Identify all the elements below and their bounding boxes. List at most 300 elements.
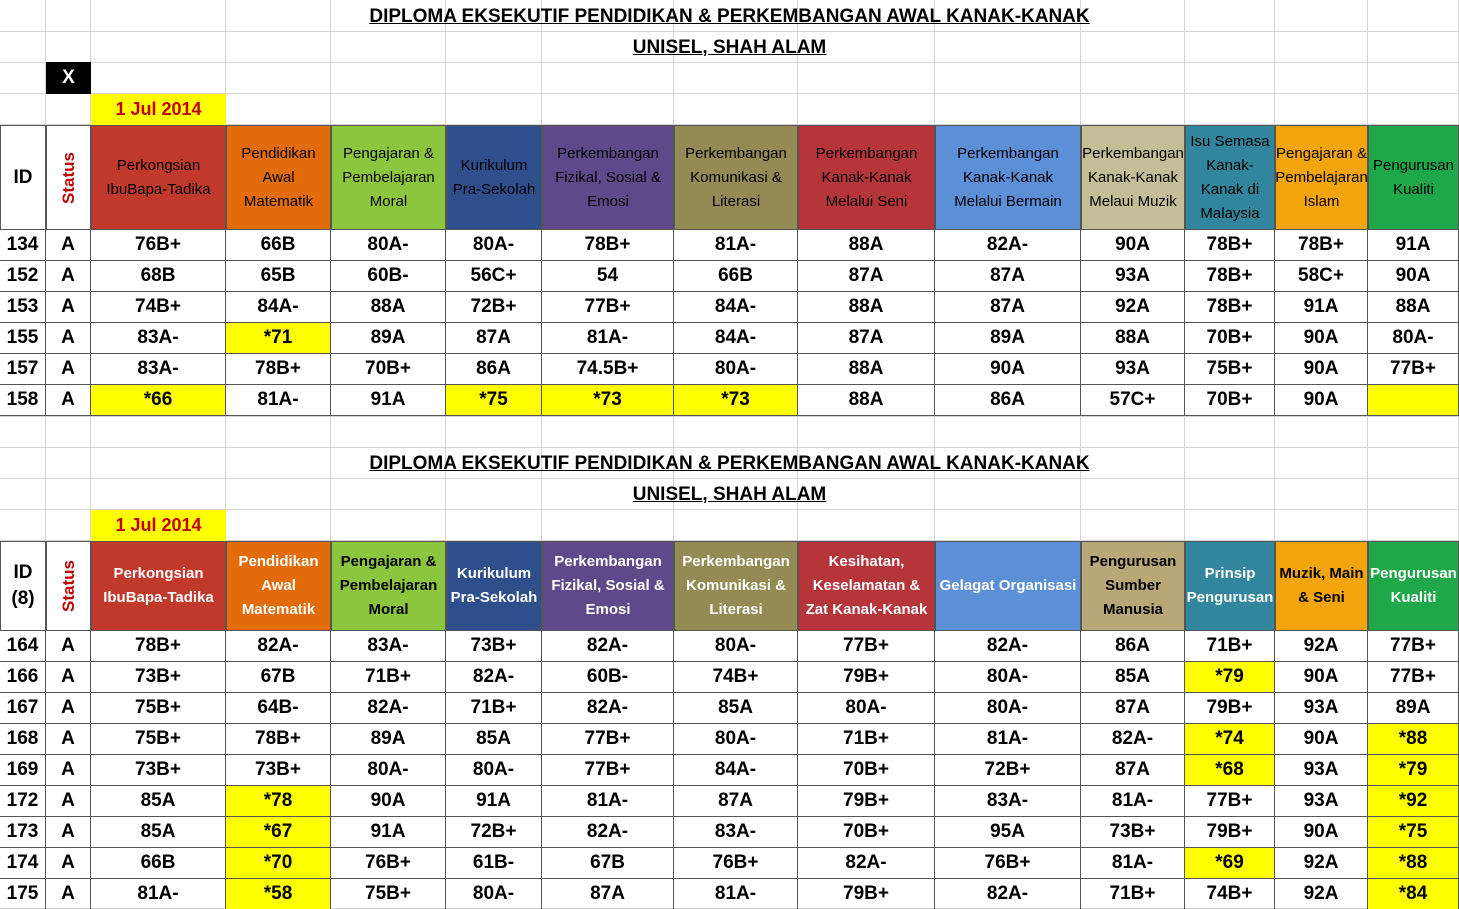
table2-row-4-grade-8: 87A (1081, 755, 1185, 786)
table1-row-3-grade-10: 90A (1275, 323, 1368, 354)
table2-row-7-grade-8: 81A- (1081, 848, 1185, 879)
table2-header-1: Pendidikan Awal Matematik (226, 541, 331, 631)
table1-row-4-grade-3: 86A (446, 354, 542, 385)
table1-id-header: ID (0, 125, 46, 230)
table2-row-6-grade-7: 95A (935, 817, 1081, 848)
table1-row-3-grade-11: 80A- (1368, 323, 1459, 354)
table2-row-2-grade-7: 80A- (935, 693, 1081, 724)
table2-row-3-grade-7: 81A- (935, 724, 1081, 755)
grid-cell[interactable] (331, 417, 446, 448)
table1-row-3-grade-6: 87A (798, 323, 935, 354)
table1-header-9: Isu Semasa Kanak-Kanak di Malaysia (1185, 125, 1275, 230)
grid-cell[interactable] (1081, 94, 1185, 125)
table1-row-2-grade-5: 84A- (674, 292, 798, 323)
grid-cell[interactable] (0, 32, 46, 63)
table1-row-2-grade-11: 88A (1368, 292, 1459, 323)
grid-cell[interactable] (46, 32, 91, 63)
table1-row-0-status: A (46, 230, 91, 261)
table2-row-5-grade-0: 85A (91, 786, 226, 817)
table2-header-10: Muzik, Main & Seni (1275, 541, 1368, 631)
grid-cell[interactable] (0, 510, 46, 541)
table2-row-1-status: A (46, 662, 91, 693)
table2-row-7-grade-2: 76B+ (331, 848, 446, 879)
table2-row-5-status: A (46, 786, 91, 817)
table2-row-2-grade-11: 89A (1368, 693, 1459, 724)
grid-cell[interactable] (1275, 510, 1368, 541)
grid-cell[interactable] (226, 510, 331, 541)
table1-row-3-grade-4: 81A- (542, 323, 674, 354)
grid-cell[interactable] (935, 417, 1081, 448)
grid-cell[interactable] (935, 94, 1081, 125)
table2-header-2: Pengajaran & Pembelajaran Moral (331, 541, 446, 631)
table2-status-header (46, 541, 91, 631)
table1-row-0-grade-5: 81A- (674, 230, 798, 261)
grid-cell[interactable] (1275, 63, 1368, 94)
table1-row-4-grade-6: 88A (798, 354, 935, 385)
table2-row-3-grade-0: 75B+ (91, 724, 226, 755)
grid-cell[interactable] (1368, 0, 1459, 32)
table2-row-8-grade-10: 92A (1275, 879, 1368, 909)
table1-row-1-grade-0: 68B (91, 261, 226, 292)
grid-cell[interactable] (1368, 448, 1459, 479)
table2-row-6-grade-10: 90A (1275, 817, 1368, 848)
table1-row-0-grade-1: 66B (226, 230, 331, 261)
table1-row-0-grade-9: 78B+ (1185, 230, 1275, 261)
table2-id-header: ID (8) (0, 541, 46, 631)
table2-row-7-grade-4: 67B (542, 848, 674, 879)
table2-header-8: Pengurusan Sumber Manusia (1081, 541, 1185, 631)
table2-row-3-grade-4: 77B+ (542, 724, 674, 755)
table1-header-6: Perkembangan Kanak-Kanak Melalui Seni (798, 125, 935, 230)
table2-row-4-grade-0: 73B+ (91, 755, 226, 786)
table2-row-6-id: 173 (0, 817, 46, 848)
table2-row-5-id: 172 (0, 786, 46, 817)
table2-title-line2: UNISEL, SHAH ALAM (632, 483, 827, 505)
table2-row-1-grade-5: 74B+ (674, 662, 798, 693)
table1-row-3-grade-7: 89A (935, 323, 1081, 354)
table2-header-3: Kurikulum Pra-Sekolah (446, 541, 542, 631)
table1-row-2-grade-9: 78B+ (1185, 292, 1275, 323)
table1-row-4-grade-0: 83A- (91, 354, 226, 385)
table2-row-7-grade-11: *88 (1368, 848, 1459, 879)
table1-row-0-grade-10: 78B+ (1275, 230, 1368, 261)
table2-row-2-grade-9: 79B+ (1185, 693, 1275, 724)
table1-header-8: Perkembangan Kanak-Kanak Melaui Muzik (1081, 125, 1185, 230)
grid-cell[interactable] (1368, 510, 1459, 541)
table2-row-4-grade-3: 80A- (446, 755, 542, 786)
table1-row-1-grade-6: 87A (798, 261, 935, 292)
table1-row-5-grade-11 (1368, 385, 1459, 416)
table2-header-11: Pengurusan Kualiti (1368, 541, 1459, 631)
grid-cell[interactable] (91, 63, 226, 94)
table1-row-2-grade-4: 77B+ (542, 292, 674, 323)
table2-row-0-status: A (46, 631, 91, 662)
table2-row-4-grade-11: *79 (1368, 755, 1459, 786)
table2-row-2-grade-3: 71B+ (446, 693, 542, 724)
table1-row-0-grade-7: 82A- (935, 230, 1081, 261)
grid-cell[interactable] (46, 0, 91, 32)
table2-row-5-grade-6: 79B+ (798, 786, 935, 817)
table2-row-4-grade-9: *68 (1185, 755, 1275, 786)
table1-header-5: Perkembangan Komunikasi & Literasi (674, 125, 798, 230)
table2-row-5-grade-4: 81A- (542, 786, 674, 817)
table1-status-header (46, 125, 91, 230)
table2-row-0-grade-4: 82A- (542, 631, 674, 662)
table1-row-4-grade-5: 80A- (674, 354, 798, 385)
table1-row-5-grade-9: 70B+ (1185, 385, 1275, 416)
table1-row-3-grade-1: *71 (226, 323, 331, 354)
table2-row-5-grade-7: 83A- (935, 786, 1081, 817)
table2-row-8-grade-0: 81A- (91, 879, 226, 909)
table2-row-4-grade-5: 84A- (674, 755, 798, 786)
table2-row-2-id: 167 (0, 693, 46, 724)
grid-cell[interactable] (46, 510, 91, 541)
table1-header-2: Pengajaran & Pembelajaran Moral (331, 125, 446, 230)
table2-row-2-grade-5: 85A (674, 693, 798, 724)
grid-cell[interactable] (935, 63, 1081, 94)
table2-row-5-grade-11: *92 (1368, 786, 1459, 817)
grid-cell[interactable] (0, 417, 46, 448)
grid-cell[interactable] (1368, 479, 1459, 510)
table2-row-7-grade-9: *69 (1185, 848, 1275, 879)
table2-row-3-grade-5: 80A- (674, 724, 798, 755)
table2-row-5-grade-9: 77B+ (1185, 786, 1275, 817)
grid-cell[interactable] (935, 510, 1081, 541)
table2-row-8-grade-7: 82A- (935, 879, 1081, 909)
table2-row-3-grade-3: 85A (446, 724, 542, 755)
table2-row-2-grade-8: 87A (1081, 693, 1185, 724)
table2-row-2-grade-4: 82A- (542, 693, 674, 724)
grid-cell[interactable] (542, 510, 674, 541)
table2-row-3-grade-6: 71B+ (798, 724, 935, 755)
grid-cell[interactable] (226, 417, 331, 448)
table2-header-5: Perkembangan Komunikasi & Literasi (674, 541, 798, 631)
table1-row-5-grade-1: 81A- (226, 385, 331, 416)
table1-row-3-grade-0: 83A- (91, 323, 226, 354)
table1-header-3: Kurikulum Pra-Sekolah (446, 125, 542, 230)
grid-cell[interactable] (674, 94, 798, 125)
grid-cell[interactable] (331, 94, 446, 125)
table1-row-4-grade-9: 75B+ (1185, 354, 1275, 385)
table2-row-0-grade-2: 83A- (331, 631, 446, 662)
table1-row-5-grade-2: 91A (331, 385, 446, 416)
table2-row-5-grade-3: 91A (446, 786, 542, 817)
table1-row-5-grade-0: *66 (91, 385, 226, 416)
grid-cell[interactable] (1368, 94, 1459, 125)
table2-row-1-grade-9: *79 (1185, 662, 1275, 693)
table1-header-4: Perkembangan Fizikal, Sosial & Emosi (542, 125, 674, 230)
table2-row-8-grade-2: 75B+ (331, 879, 446, 909)
table2-row-1-grade-8: 85A (1081, 662, 1185, 693)
table1-row-2-grade-7: 87A (935, 292, 1081, 323)
table1-row-0-grade-6: 88A (798, 230, 935, 261)
table1-row-3-grade-3: 87A (446, 323, 542, 354)
table1-row-0-grade-11: 91A (1368, 230, 1459, 261)
table1-header-7: Perkembangan Kanak-Kanak Melalui Bermain (935, 125, 1081, 230)
grid-cell[interactable] (46, 448, 91, 479)
table2-row-0-grade-6: 77B+ (798, 631, 935, 662)
table2-row-5-grade-8: 81A- (1081, 786, 1185, 817)
table2-header-6: Kesihatan, Keselamatan & Zat Kanak-Kanak (798, 541, 935, 631)
table1-row-5-grade-6: 88A (798, 385, 935, 416)
table1-title-line1: DIPLOMA EKSEKUTIF PENDIDIKAN & PERKEMBANGAN AWAL KANAK-KANAK (369, 5, 1090, 27)
table1-row-3-grade-9: 70B+ (1185, 323, 1275, 354)
table1-row-1-status: A (46, 261, 91, 292)
table2-row-0-grade-9: 71B+ (1185, 631, 1275, 662)
table1-header-11: Pengurusan Kualiti (1368, 125, 1459, 230)
table1-row-5-id: 158 (0, 385, 46, 416)
grid-cell[interactable] (674, 510, 798, 541)
table1-row-4-grade-4: 74.5B+ (542, 354, 674, 385)
grid-cell[interactable] (446, 94, 542, 125)
table2-row-3-grade-2: 89A (331, 724, 446, 755)
table2-row-0-grade-0: 78B+ (91, 631, 226, 662)
table2-row-8-grade-9: 74B+ (1185, 879, 1275, 909)
table2-row-3-grade-9: *74 (1185, 724, 1275, 755)
table2-row-8-grade-6: 79B+ (798, 879, 935, 909)
grid-cell[interactable] (674, 63, 798, 94)
table1-row-2-id: 153 (0, 292, 46, 323)
grid-cell[interactable] (1185, 510, 1275, 541)
table2-row-1-grade-3: 82A- (446, 662, 542, 693)
grid-cell[interactable] (331, 63, 446, 94)
grid-cell[interactable] (542, 417, 674, 448)
table2-row-7-grade-6: 82A- (798, 848, 935, 879)
table1-row-2-grade-1: 84A- (226, 292, 331, 323)
table2-row-3-grade-11: *88 (1368, 724, 1459, 755)
table1-row-5-grade-4: *73 (542, 385, 674, 416)
table1-row-4-grade-10: 90A (1275, 354, 1368, 385)
grid-cell[interactable] (1185, 63, 1275, 94)
table2-row-8-grade-5: 81A- (674, 879, 798, 909)
table2-row-4-grade-10: 93A (1275, 755, 1368, 786)
table1-header-10: Pengajaran & Pembelajaran Islam (1275, 125, 1368, 230)
grid-cell[interactable] (542, 94, 674, 125)
grid-cell[interactable] (1275, 417, 1368, 448)
grid-cell[interactable] (798, 94, 935, 125)
table2-row-7-grade-3: 61B- (446, 848, 542, 879)
table2-row-6-grade-9: 79B+ (1185, 817, 1275, 848)
table2-row-2-grade-2: 82A- (331, 693, 446, 724)
table1-row-5-grade-3: *75 (446, 385, 542, 416)
table1-row-1-grade-4: 54 (542, 261, 674, 292)
table2-row-6-grade-11: *75 (1368, 817, 1459, 848)
grid-cell[interactable] (1185, 94, 1275, 125)
table1-row-1-grade-1: 65B (226, 261, 331, 292)
table2-row-6-grade-1: *67 (226, 817, 331, 848)
table2-row-6-grade-5: 83A- (674, 817, 798, 848)
table2-row-7-status: A (46, 848, 91, 879)
table2-row-3-status: A (46, 724, 91, 755)
table1-row-1-grade-2: 60B- (331, 261, 446, 292)
table2-row-5-grade-10: 93A (1275, 786, 1368, 817)
table1-row-5-grade-10: 90A (1275, 385, 1368, 416)
table1-status-header-label: Status (58, 151, 78, 204)
grid-cell[interactable] (0, 479, 46, 510)
table1-row-0-grade-2: 80A- (331, 230, 446, 261)
table2-row-5-grade-5: 87A (674, 786, 798, 817)
grid-cell[interactable] (331, 510, 446, 541)
table1-row-3-grade-8: 88A (1081, 323, 1185, 354)
table1-row-3-status: A (46, 323, 91, 354)
table2-row-0-grade-1: 82A- (226, 631, 331, 662)
table2-row-6-grade-8: 73B+ (1081, 817, 1185, 848)
table2-row-0-grade-3: 73B+ (446, 631, 542, 662)
table2-row-1-grade-7: 80A- (935, 662, 1081, 693)
x-marker[interactable]: X (46, 62, 91, 94)
grid-cell[interactable] (0, 0, 46, 32)
table1-row-4-grade-11: 77B+ (1368, 354, 1459, 385)
table1-row-4-grade-7: 90A (935, 354, 1081, 385)
table1-row-2-status: A (46, 292, 91, 323)
grid-cell[interactable] (0, 63, 46, 94)
table2-row-2-grade-1: 64B- (226, 693, 331, 724)
table2-title-line1: DIPLOMA EKSEKUTIF PENDIDIKAN & PERKEMBANGAN AWAL KANAK-KANAK (369, 452, 1090, 474)
table1-header-1: Pendidikan Awal Matematik (226, 125, 331, 230)
table2-row-8-grade-1: *58 (226, 879, 331, 909)
table1-row-0-id: 134 (0, 230, 46, 261)
table1-row-1-grade-5: 66B (674, 261, 798, 292)
table2-row-2-grade-10: 93A (1275, 693, 1368, 724)
table2-row-4-grade-4: 77B+ (542, 755, 674, 786)
grid-cell[interactable] (798, 417, 935, 448)
table1-row-5-grade-7: 86A (935, 385, 1081, 416)
table2-row-8-grade-3: 80A- (446, 879, 542, 909)
grid-cell[interactable] (446, 63, 542, 94)
table2-header-7: Gelagat Organisasi (935, 541, 1081, 631)
table1-row-5-status: A (46, 385, 91, 416)
grid-cell[interactable] (1368, 32, 1459, 63)
grid-cell[interactable] (1368, 417, 1459, 448)
table2-row-6-grade-0: 85A (91, 817, 226, 848)
table2-row-1-grade-4: 60B- (542, 662, 674, 693)
table2-row-7-id: 174 (0, 848, 46, 879)
grid-cell[interactable] (226, 63, 331, 94)
table1-row-3-grade-2: 89A (331, 323, 446, 354)
grid-cell[interactable] (46, 479, 91, 510)
table1-row-1-grade-8: 93A (1081, 261, 1185, 292)
table1-row-2-grade-0: 74B+ (91, 292, 226, 323)
table1-row-0-grade-8: 90A (1081, 230, 1185, 261)
table2-row-1-grade-10: 90A (1275, 662, 1368, 693)
table2-date: 1 Jul 2014 (91, 510, 226, 541)
table2-row-6-grade-2: 91A (331, 817, 446, 848)
table2-row-7-grade-5: 76B+ (674, 848, 798, 879)
grid-cell[interactable] (1368, 63, 1459, 94)
table2-row-1-id: 166 (0, 662, 46, 693)
grid-cell[interactable] (674, 417, 798, 448)
table2-row-8-grade-8: 71B+ (1081, 879, 1185, 909)
table2-row-8-status: A (46, 879, 91, 909)
grid-cell[interactable] (1081, 417, 1185, 448)
table2-row-4-id: 169 (0, 755, 46, 786)
table1-row-0-grade-0: 76B+ (91, 230, 226, 261)
table1-row-1-id: 152 (0, 261, 46, 292)
table1-title-line2: UNISEL, SHAH ALAM (632, 36, 827, 58)
table2-row-2-grade-0: 75B+ (91, 693, 226, 724)
table2-row-1-grade-2: 71B+ (331, 662, 446, 693)
table2-row-2-grade-6: 80A- (798, 693, 935, 724)
table1-row-1-grade-9: 78B+ (1185, 261, 1275, 292)
table2-row-0-grade-7: 82A- (935, 631, 1081, 662)
table1-row-0-grade-3: 80A- (446, 230, 542, 261)
table2-row-0-grade-5: 80A- (674, 631, 798, 662)
table2-row-6-status: A (46, 817, 91, 848)
grid-cell[interactable] (542, 63, 674, 94)
grid-cell[interactable] (1275, 94, 1368, 125)
grid-cell[interactable] (1185, 417, 1275, 448)
table1-row-2-grade-6: 88A (798, 292, 935, 323)
table1-row-1-grade-11: 90A (1368, 261, 1459, 292)
table1-row-2-grade-10: 91A (1275, 292, 1368, 323)
table2-row-7-grade-0: 66B (91, 848, 226, 879)
table2-row-4-grade-6: 70B+ (798, 755, 935, 786)
grid-cell[interactable] (0, 448, 46, 479)
table1-row-4-status: A (46, 354, 91, 385)
grid-cell[interactable] (1081, 63, 1185, 94)
table2-row-3-grade-8: 82A- (1081, 724, 1185, 755)
table2-row-3-grade-1: 78B+ (226, 724, 331, 755)
table2-row-8-id: 175 (0, 879, 46, 909)
table2-status-header-label: Status (58, 560, 78, 612)
table2-row-3-id: 168 (0, 724, 46, 755)
table1-row-2-grade-8: 92A (1081, 292, 1185, 323)
table1-row-1-grade-3: 56C+ (446, 261, 542, 292)
table1-row-5-grade-5: *73 (674, 385, 798, 416)
grid-cell[interactable] (91, 417, 226, 448)
table1-row-3-id: 155 (0, 323, 46, 354)
table2-row-4-status: A (46, 755, 91, 786)
table1-row-2-grade-2: 88A (331, 292, 446, 323)
table1-date: 1 Jul 2014 (91, 94, 226, 125)
table2-row-7-grade-7: 76B+ (935, 848, 1081, 879)
grid-cell[interactable] (446, 510, 542, 541)
table2-row-8-grade-4: 87A (542, 879, 674, 909)
table2-row-5-grade-2: 90A (331, 786, 446, 817)
table2-row-6-grade-3: 72B+ (446, 817, 542, 848)
table2-header-0: Perkongsian IbuBapa-Tadika (91, 541, 226, 631)
table2-row-7-grade-10: 92A (1275, 848, 1368, 879)
grid-cell[interactable] (446, 417, 542, 448)
table1-row-4-grade-1: 78B+ (226, 354, 331, 385)
table1-row-1-grade-7: 87A (935, 261, 1081, 292)
table1-row-0-grade-4: 78B+ (542, 230, 674, 261)
table1-row-4-id: 157 (0, 354, 46, 385)
grid-cell[interactable] (798, 63, 935, 94)
table1-row-5-grade-8: 57C+ (1081, 385, 1185, 416)
table2-header-9: Prinsip Pengurusan (1185, 541, 1275, 631)
table1-row-1-grade-10: 58C+ (1275, 261, 1368, 292)
grid-cell[interactable] (226, 94, 331, 125)
grid-cell[interactable] (798, 510, 935, 541)
table2-row-6-grade-6: 70B+ (798, 817, 935, 848)
table2-row-7-grade-1: *70 (226, 848, 331, 879)
table1-row-3-grade-5: 84A- (674, 323, 798, 354)
table1-row-2-grade-3: 72B+ (446, 292, 542, 323)
grid-cell[interactable] (1081, 510, 1185, 541)
table2-row-4-grade-2: 80A- (331, 755, 446, 786)
grid-cell[interactable] (46, 94, 91, 125)
table2-row-5-grade-1: *78 (226, 786, 331, 817)
table2-row-0-id: 164 (0, 631, 46, 662)
grid-cell[interactable] (0, 94, 46, 125)
table1-header-0: Perkongsian IbuBapa-Tadika (91, 125, 226, 230)
table2-row-6-grade-4: 82A- (542, 817, 674, 848)
table2-row-0-grade-8: 86A (1081, 631, 1185, 662)
grid-cell[interactable] (46, 417, 91, 448)
table2-row-2-status: A (46, 693, 91, 724)
table2-row-0-grade-11: 77B+ (1368, 631, 1459, 662)
